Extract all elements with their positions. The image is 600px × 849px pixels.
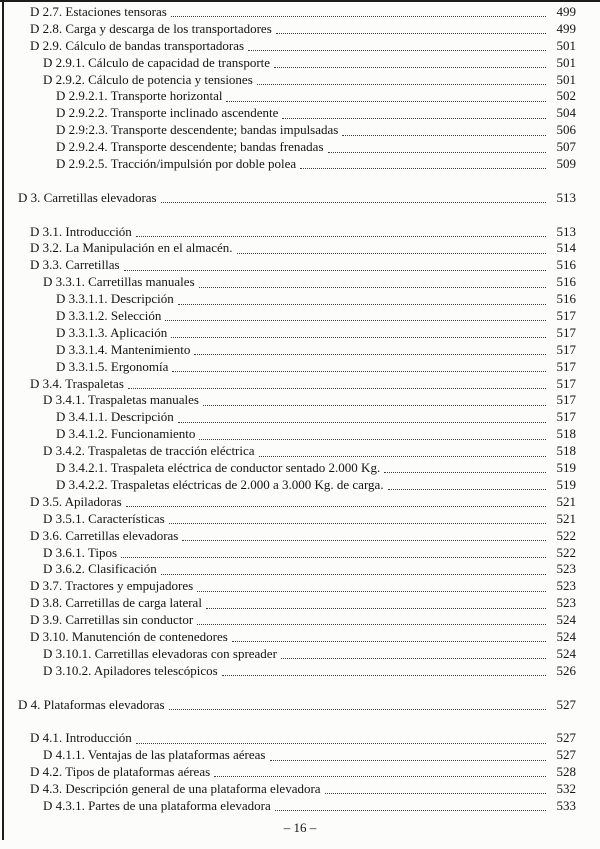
toc-entry-label: D 2.9.2. Cálculo de potencia y tensiones [43,71,253,87]
dot-leader [226,88,546,105]
dot-leader [136,730,546,747]
dot-leader [206,595,546,612]
toc-entry-page: 507 [556,139,576,155]
toc-entry-label: D 3. Carretillas elevadoras [18,189,157,205]
toc-entry-page: 523 [556,595,576,611]
toc-entry-label: D 3.3.1.5. Ergonomía [56,358,169,374]
toc-entry-label: D 3.10.1. Carretillas elevadoras con spreader [43,645,277,661]
toc-entry [18,139,576,156]
toc-entry-label: D 2.9. Cálculo de bandas transportadoras [30,37,245,53]
toc-entry-page: 523 [556,561,576,577]
toc-entry-page: 513 [556,189,576,205]
toc-entry [18,578,576,595]
toc-entry [18,663,576,680]
toc-entry [18,122,576,139]
page-number-footer: – 16 – [283,820,317,835]
dot-leader [203,392,546,409]
toc-entry-label: D 3.6. Carretillas elevadoras [30,527,179,543]
toc-list [18,4,576,815]
toc-entry-label: D 3.8. Carretillas de carga lateral [30,595,202,611]
dot-leader [161,561,546,578]
toc-entry-page: 524 [556,645,576,661]
toc-entry-label: D 4. Plataformas elevadoras [18,696,165,712]
toc-entry-page: 527 [556,747,576,763]
toc-entry [18,747,576,764]
dot-leader [237,240,546,257]
dot-leader [128,376,546,393]
toc-entry [18,224,576,241]
toc-entry-label: D 4.3.1. Partes de una plataforma elevadora [43,797,271,813]
dot-leader [232,629,546,646]
toc-entry [18,646,576,663]
toc-entry-label: D 2.9.2.2. Transporte inclinado ascendente [56,105,279,121]
toc-entry-label: D 2.7. Estaciones tensoras [30,4,167,19]
dot-leader [121,545,546,562]
toc-entry-page: 517 [556,375,576,391]
dot-leader [136,224,546,241]
dot-leader [178,291,546,308]
toc-entry [18,443,576,460]
dot-leader [169,697,546,714]
toc-entry [18,730,576,747]
dot-leader [388,477,546,494]
toc-entry-label: D 3.4. Traspaletas [30,375,124,391]
toc-entry-page: 516 [556,291,576,307]
toc-entry [18,528,576,545]
dot-leader [248,38,546,55]
dot-leader [171,4,546,21]
toc-entry [18,545,576,562]
toc-entry-page: 527 [556,696,576,712]
dot-leader [276,21,546,38]
toc-entry-label: D 3.3.1.1. Descripción [56,291,174,307]
dot-leader [214,764,546,781]
toc-entry-page: 504 [556,105,576,121]
scan-top-edge-artifact [0,0,600,2]
dot-leader [197,612,546,629]
toc-entry-page: 517 [556,308,576,324]
toc-entry [18,291,576,308]
toc-entry-label: D 3.5.1. Características [43,510,165,526]
dot-leader [199,426,546,443]
dot-leader [194,342,546,359]
toc-entry [18,38,576,55]
toc-entry-label: D 3.4.2.1. Traspaleta eléctrica de conductor sentado 2.000 Kg. [56,460,381,476]
toc-entry-label: D 3.9. Carretillas sin conductor [30,612,194,628]
toc-entry [18,21,576,38]
dot-leader [165,308,546,325]
toc-entry [18,561,576,578]
toc-entry-label: D 4.1.1. Ventajas de las plataformas aéreas [43,747,266,763]
dot-leader [169,511,546,528]
toc-entry-page: 522 [556,527,576,543]
toc-entry-page: 513 [556,223,576,239]
toc-entry [18,426,576,443]
toc-entry-label: D 3.6.2. Clasificación [43,561,157,577]
dot-leader [342,122,546,139]
dot-leader [384,460,546,477]
toc-entry-label: D 3.3.1.3. Aplicación [56,324,168,340]
toc-entry-label: D 2.9.2.4. Transporte descendente; bandas frenadas [56,139,324,155]
toc-entry-page: 499 [556,20,576,36]
toc-entry-label: D 3.4.2.2. Traspaletas eléctricas de 2.000 a 3.000 Kg. de carga. [56,476,384,492]
toc-entry [18,274,576,291]
toc-entry-label: D 4.3. Descripción general de una plataforma elevadora [30,780,321,796]
dot-leader [282,105,546,122]
toc-entry-page: 516 [556,274,576,290]
toc-entry-page: 523 [556,578,576,594]
dot-leader [274,55,546,72]
toc-entry [18,612,576,629]
toc-entry-page: 517 [556,341,576,357]
toc-entry-label: D 2.9:2.3. Transporte descendente; bandas impulsadas [56,122,339,138]
toc-entry [18,190,576,207]
toc-entry-label: D 3.4.1.1. Descripción [56,409,174,425]
toc-entry [18,308,576,325]
toc-entry-label: D 4.2. Tipos de plataformas aéreas [30,764,211,780]
toc-entry-page: 524 [556,612,576,628]
toc-entry-page: 514 [556,240,576,256]
toc-entry-label: D 3.4.1. Traspaletas manuales [43,392,199,408]
toc-entry-label: D 3.6.1. Tipos [43,544,118,560]
toc-entry-page: 532 [556,780,576,796]
toc-entry [18,240,576,257]
toc-entry-label: D 2.9.2.1. Transporte horizontal [56,88,223,104]
toc-entry-label: D 3.7. Tractores y empujadores [30,578,194,594]
toc-entry-label: D 2.9.2.5. Tracción/impulsión por doble polea [56,156,297,172]
toc-entry-label: D 3.3. Carretillas [30,257,120,273]
toc-entry [18,359,576,376]
toc-entry-page: 528 [556,764,576,780]
toc-entry-page: 521 [556,493,576,509]
toc-entry-page: 517 [556,392,576,408]
dot-leader [199,274,546,291]
dot-leader [270,747,547,764]
toc-entry [18,376,576,393]
dot-leader [300,156,546,173]
toc-entry-label: D 3.5. Apiladoras [30,493,122,509]
toc-entry [18,409,576,426]
dot-leader [257,72,546,89]
toc-entry-page: 519 [556,476,576,492]
toc-entry [18,629,576,646]
toc-entry [18,595,576,612]
toc-entry [18,764,576,781]
dot-leader [172,359,546,376]
toc-entry-label: D 3.3.1.2. Selección [56,308,162,324]
dot-leader [259,443,546,460]
toc-entry [18,697,576,714]
toc-entry-page: 518 [556,443,576,459]
toc-entry-label: D 3.3.1. Carretillas manuales [43,274,195,290]
toc-entry [18,156,576,173]
toc-entry [18,72,576,89]
dot-leader [197,578,546,595]
dot-leader [281,646,546,663]
toc-entry-page: 517 [556,324,576,340]
toc-entry-page: 509 [556,156,576,172]
toc-entry [18,4,576,21]
toc-entry [18,798,576,815]
toc-entry-page: 522 [556,544,576,560]
toc-entry-label: D 3.4.2. Traspaletas de tracción eléctrica [43,443,255,459]
dot-leader [161,190,546,207]
toc-entry-label: D 4.1. Introducción [30,730,132,746]
toc-entry [18,325,576,342]
toc-entry-page: 517 [556,358,576,374]
toc-entry [18,342,576,359]
toc-entry [18,781,576,798]
toc-entry-page: 506 [556,122,576,138]
toc-entry-page: 499 [556,4,576,19]
toc-entry [18,257,576,274]
dot-leader [178,409,546,426]
toc-entry-label: D 3.10.2. Apiladores telescópicos [43,662,218,678]
toc-entry [18,55,576,72]
dot-leader [222,663,546,680]
toc-entry-page: 501 [556,71,576,87]
scan-left-edge-artifact [2,0,4,840]
toc-entry [18,105,576,122]
toc-entry [18,460,576,477]
toc-entry-page: 521 [556,510,576,526]
toc-entry-page: 518 [556,426,576,442]
toc-entry-label: D 3.1. Introducción [30,223,132,239]
dot-leader [328,139,546,156]
dot-leader [325,781,546,798]
toc-entry [18,477,576,494]
toc-entry-page: 517 [556,409,576,425]
toc-entry-label: D 2.9.1. Cálculo de capacidad de transporte [43,54,271,70]
toc-entry-page: 501 [556,37,576,53]
toc-entry [18,494,576,511]
toc-entry-label: D 3.3.1.4. Mantenimiento [56,341,191,357]
dot-leader [124,257,546,274]
toc-entry-page: 502 [556,88,576,104]
toc-entry-page: 501 [556,54,576,70]
toc-entry-label: D 2.8. Carga y descarga de los transportadores [30,20,272,36]
toc-entry-label: D 3.4.1.2. Funcionamiento [56,426,196,442]
toc-entry-label: D 3.10. Manutención de contenedores [30,628,228,644]
dot-leader [126,494,546,511]
toc-entry-page: 516 [556,257,576,273]
toc-entry [18,511,576,528]
toc-entry [18,88,576,105]
dot-leader [171,325,546,342]
toc-entry-page: 527 [556,730,576,746]
toc-entry-label: D 3.2. La Manipulación en el almacén. [30,240,233,256]
toc-entry-page: 533 [556,797,576,813]
toc-entry [18,392,576,409]
toc-entry-page: 524 [556,628,576,644]
dot-leader [275,798,546,815]
toc-entry-page: 519 [556,460,576,476]
toc-entry-page: 526 [556,662,576,678]
dot-leader [182,528,546,545]
